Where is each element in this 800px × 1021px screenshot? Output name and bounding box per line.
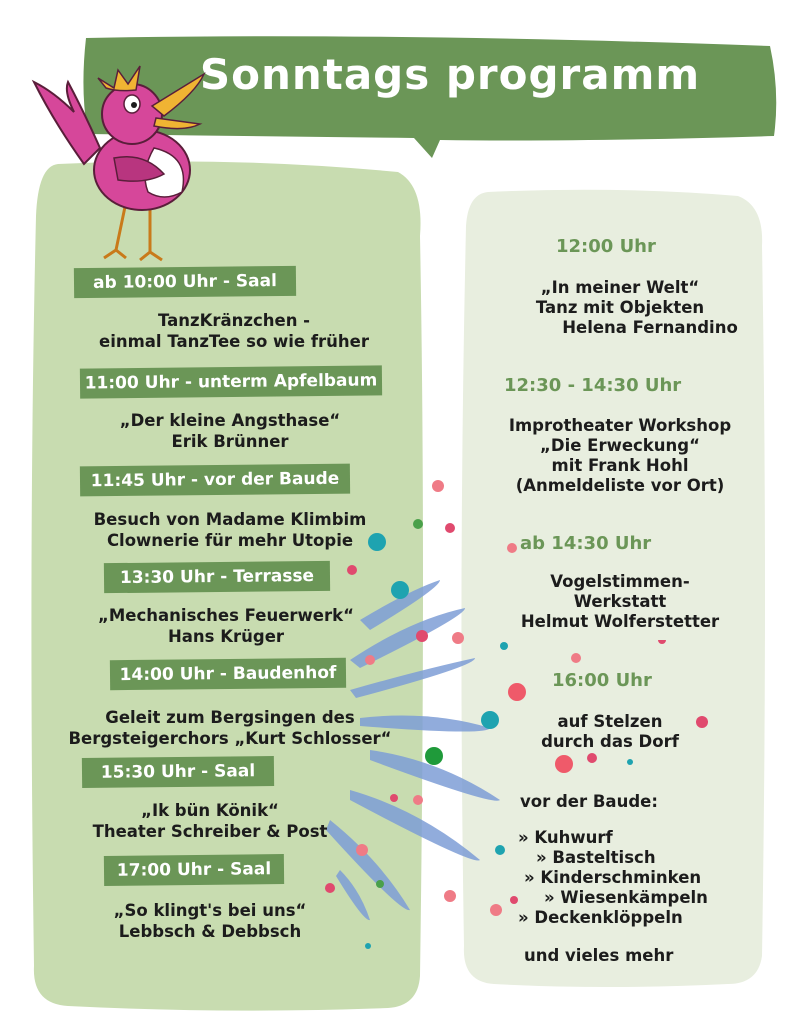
event-description: [74, 310, 394, 352]
vor-der-baude-heading: vor der Baude:: [520, 792, 658, 811]
event-line: „Der kleine Angsthase“: [119, 411, 341, 430]
event-line: Lebbsch & Debbsch: [118, 922, 302, 941]
event-line: „Die Erweckung“: [540, 436, 700, 455]
time-tag: 11:00 Uhr - unterm Apfelbaum: [80, 365, 382, 398]
event-description: [480, 278, 760, 338]
event-line: „Mechanisches Feuerwerk“: [98, 606, 354, 625]
time-label: ab 14:30 Uhr: [520, 533, 652, 554]
activity-list: [518, 828, 738, 928]
event-line: TanzKränzchen -: [157, 311, 311, 330]
event-line: Clownerie für mehr Utopie: [106, 531, 354, 550]
event-line: einmal TanzTee so wie früher: [99, 332, 369, 351]
time-label: 12:30 - 14:30 Uhr: [504, 375, 682, 396]
event-line: „So klingt's bei uns“: [113, 901, 307, 920]
event-line: Besuch von Madame Klimbim: [93, 510, 367, 529]
event-description: [40, 707, 420, 749]
time-label: 16:00 Uhr: [552, 670, 652, 691]
time-tag: 17:00 Uhr - Saal: [104, 854, 284, 886]
event-line: durch das Dorf: [541, 732, 679, 751]
time-tag: 11:45 Uhr - vor der Baude: [80, 464, 350, 497]
time-label: 12:00 Uhr: [556, 236, 656, 257]
list-item: » Deckenklöppeln: [518, 908, 683, 927]
event-line: Improtheater Workshop: [508, 416, 732, 435]
event-description: [520, 712, 700, 752]
page-title: Sonntags programm: [199, 50, 701, 99]
event-line: Hans Krüger: [167, 627, 285, 646]
list-item: » Basteltisch: [536, 848, 656, 867]
event-description: [470, 416, 770, 496]
event-description: [40, 900, 380, 942]
event-description: [40, 800, 380, 842]
event-line: „Ik bün Könik“: [141, 801, 279, 820]
time-tag: 14:00 Uhr - Baudenhof: [110, 658, 346, 690]
list-item: » Kuhwurf: [518, 828, 613, 847]
event-line: auf Stelzen: [557, 712, 663, 731]
list-item: » Kinderschminken: [524, 868, 702, 887]
event-line: mit Frank Hohl: [551, 456, 689, 475]
event-line: Werkstatt: [573, 592, 667, 611]
event-line: Geleit zum Bergsingen des: [105, 708, 355, 727]
event-line: (Anmeldeliste vor Ort): [515, 476, 725, 495]
crowned-pink-bird-icon: [14, 52, 224, 272]
event-line: Erik Brünner: [171, 432, 289, 451]
event-line: Vogelstimmen-: [550, 572, 690, 591]
time-tag: 15:30 Uhr - Saal: [82, 756, 274, 788]
footer-note: und vieles mehr: [524, 946, 674, 965]
event-description: [56, 605, 396, 647]
event-line: Helmut Wolferstetter: [520, 612, 720, 631]
event-line: Theater Schreiber & Post: [92, 822, 328, 841]
event-description: [70, 410, 390, 452]
event-description: [60, 509, 400, 551]
event-line: Tanz mit Objekten: [535, 298, 705, 317]
time-tag: ab 10:00 Uhr - Saal: [74, 266, 296, 298]
event-description: [480, 572, 760, 632]
event-line: Bergsteigerchors „Kurt Schlosser“: [68, 729, 392, 748]
event-line: Helena Fernandino: [562, 318, 738, 337]
time-tag: 13:30 Uhr - Terrasse: [104, 561, 330, 593]
event-line: „In meiner Welt“: [540, 278, 700, 297]
list-item: » Wiesenkämpeln: [544, 888, 708, 907]
